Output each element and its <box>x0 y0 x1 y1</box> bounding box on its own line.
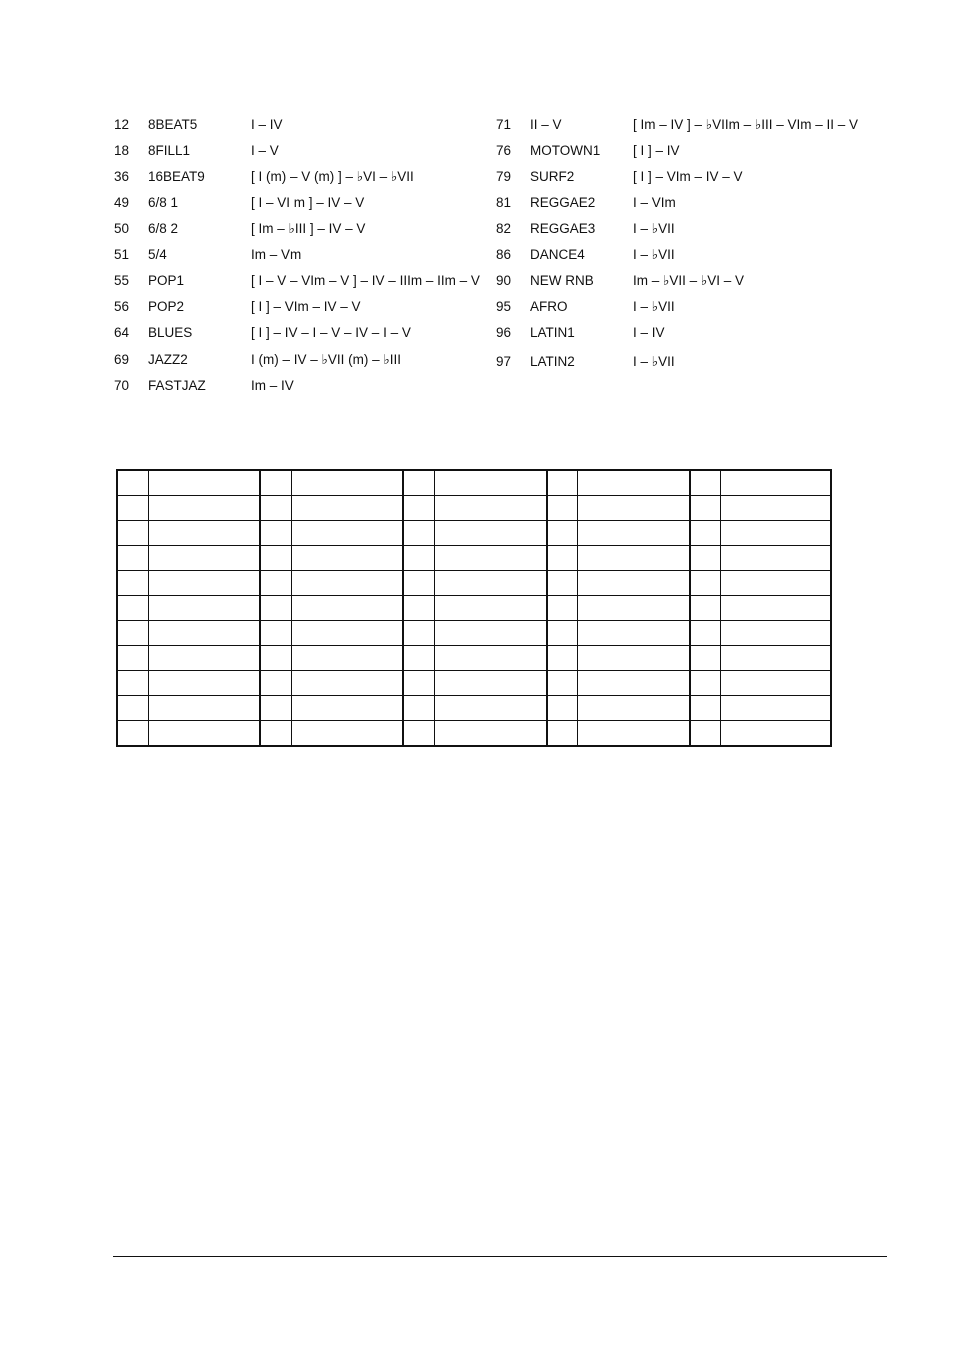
style-number: 96 <box>496 325 512 340</box>
number-cell <box>117 496 148 521</box>
table-row <box>117 596 831 621</box>
chord-style-entry <box>114 193 494 213</box>
style-number: 90 <box>496 273 512 288</box>
number-cell <box>117 521 148 546</box>
number-cell <box>547 596 578 621</box>
chord-style-entry <box>114 115 494 135</box>
style-number: 49 <box>114 195 130 210</box>
chord-style-entry <box>114 297 494 317</box>
number-cell <box>117 470 148 496</box>
name-cell <box>291 546 403 571</box>
style-name: 6/8 2 <box>148 221 179 236</box>
style-name: LATIN2 <box>530 354 575 369</box>
chord-progression: Im – Vm <box>251 247 302 262</box>
table-row <box>117 571 831 596</box>
chord-progression: [ I – VI m ] – IV – V <box>251 195 365 210</box>
name-cell <box>291 696 403 721</box>
number-cell <box>260 496 291 521</box>
style-name: MOTOWN1 <box>530 143 601 158</box>
number-cell <box>260 646 291 671</box>
name-cell <box>291 571 403 596</box>
name-cell <box>434 621 546 646</box>
name-cell <box>721 621 831 646</box>
number-cell <box>403 496 434 521</box>
number-cell <box>117 546 148 571</box>
chord-style-entry <box>114 219 494 239</box>
chord-progression: Im – IV <box>251 378 294 393</box>
number-cell <box>403 696 434 721</box>
style-name: POP1 <box>148 273 185 288</box>
style-name: LATIN1 <box>530 325 575 340</box>
number-cell <box>690 521 721 546</box>
style-number: 51 <box>114 247 130 262</box>
name-cell <box>148 721 260 747</box>
number-cell <box>117 671 148 696</box>
chord-progression: I (m) – IV – ♭VII (m) – ♭III <box>251 352 402 367</box>
name-cell <box>148 546 260 571</box>
name-cell <box>148 496 260 521</box>
chord-style-entry <box>496 352 876 372</box>
name-cell <box>721 721 831 747</box>
number-cell <box>690 671 721 696</box>
name-cell <box>578 571 690 596</box>
chord-style-entry <box>114 350 494 370</box>
name-cell <box>148 621 260 646</box>
table-row <box>117 470 831 496</box>
number-cell <box>690 621 721 646</box>
number-cell <box>260 621 291 646</box>
style-name: REGGAE3 <box>530 221 596 236</box>
style-name: POP2 <box>148 299 185 314</box>
name-cell <box>434 596 546 621</box>
number-cell <box>547 671 578 696</box>
style-number: 76 <box>496 143 512 158</box>
number-cell <box>403 521 434 546</box>
name-cell <box>291 671 403 696</box>
chord-progression: I – ♭VII <box>633 354 675 369</box>
name-cell <box>578 546 690 571</box>
chord-style-entry <box>114 271 494 291</box>
number-cell <box>690 646 721 671</box>
chord-progression: I – ♭VII <box>633 221 675 236</box>
style-name: 8BEAT5 <box>148 117 198 132</box>
style-name: AFRO <box>530 299 568 314</box>
chord-progression: I – ♭VII <box>633 247 675 262</box>
number-cell <box>690 470 721 496</box>
chord-style-entry <box>496 245 876 265</box>
style-name: NEW RNB <box>530 273 594 288</box>
chord-progression: [ I (m) – V (m) ] – ♭VI – ♭VII <box>251 169 414 184</box>
chord-style-entry <box>496 167 876 187</box>
chord-progression: I – ♭VII <box>633 299 675 314</box>
number-cell <box>690 696 721 721</box>
style-number: 64 <box>114 325 130 340</box>
number-cell <box>690 546 721 571</box>
number-cell <box>690 596 721 621</box>
style-number: 36 <box>114 169 130 184</box>
name-cell <box>434 646 546 671</box>
chord-progression: [ I ] – VIm – IV – V <box>251 299 361 314</box>
name-cell <box>291 621 403 646</box>
style-number: 79 <box>496 169 512 184</box>
name-cell <box>434 721 546 747</box>
number-cell <box>403 721 434 747</box>
name-cell <box>578 621 690 646</box>
name-cell <box>721 521 831 546</box>
style-number: 97 <box>496 354 512 369</box>
table-row <box>117 521 831 546</box>
style-number: 18 <box>114 143 130 158</box>
style-number: 95 <box>496 299 512 314</box>
number-cell <box>547 546 578 571</box>
style-name: 16BEAT9 <box>148 169 205 184</box>
number-cell <box>547 646 578 671</box>
chord-progression: I – IV <box>633 325 665 340</box>
number-cell <box>690 496 721 521</box>
number-cell <box>260 721 291 747</box>
chord-progression: I – VIm <box>633 195 676 210</box>
chord-style-entry <box>114 323 494 343</box>
name-cell <box>578 671 690 696</box>
name-cell <box>148 596 260 621</box>
style-name: DANCE4 <box>530 247 585 262</box>
style-number: 70 <box>114 378 130 393</box>
chord-style-entry <box>496 193 876 213</box>
number-cell <box>403 596 434 621</box>
chord-style-entry <box>496 115 876 135</box>
number-cell <box>403 546 434 571</box>
name-cell <box>721 496 831 521</box>
name-cell <box>148 646 260 671</box>
chord-progression: [ Im – ♭III ] – IV – V <box>251 221 366 236</box>
style-number: 50 <box>114 221 130 236</box>
style-number: 71 <box>496 117 512 132</box>
name-cell <box>578 521 690 546</box>
chord-style-entry <box>114 245 494 265</box>
table-row <box>117 671 831 696</box>
number-cell <box>117 596 148 621</box>
name-cell <box>578 470 690 496</box>
name-cell <box>578 646 690 671</box>
name-cell <box>434 521 546 546</box>
name-cell <box>434 470 546 496</box>
name-cell <box>721 571 831 596</box>
name-cell <box>434 496 546 521</box>
blank-voice-table <box>116 469 832 747</box>
number-cell <box>547 496 578 521</box>
name-cell <box>434 671 546 696</box>
style-number: 81 <box>496 195 512 210</box>
name-cell <box>291 521 403 546</box>
name-cell <box>291 470 403 496</box>
name-cell <box>291 596 403 621</box>
name-cell <box>148 521 260 546</box>
name-cell <box>721 696 831 721</box>
name-cell <box>721 546 831 571</box>
number-cell <box>260 596 291 621</box>
chord-style-entry <box>114 141 494 161</box>
number-cell <box>117 571 148 596</box>
style-name: REGGAE2 <box>530 195 596 210</box>
chord-style-entry <box>114 376 494 396</box>
style-number: 55 <box>114 273 130 288</box>
chord-progression: [ I ] – VIm – IV – V <box>633 169 743 184</box>
number-cell <box>403 671 434 696</box>
chord-progression: [ I ] – IV <box>633 143 680 158</box>
style-number: 86 <box>496 247 512 262</box>
style-name: BLUES <box>148 325 193 340</box>
table-row <box>117 646 831 671</box>
name-cell <box>148 571 260 596</box>
table-row <box>117 496 831 521</box>
number-cell <box>403 621 434 646</box>
chord-style-entry <box>114 167 494 187</box>
name-cell <box>721 596 831 621</box>
number-cell <box>547 521 578 546</box>
style-number: 82 <box>496 221 512 236</box>
number-cell <box>117 646 148 671</box>
number-cell <box>403 646 434 671</box>
name-cell <box>721 646 831 671</box>
name-cell <box>148 470 260 496</box>
name-cell <box>578 596 690 621</box>
name-cell <box>578 696 690 721</box>
style-name: FASTJAZ <box>148 378 206 393</box>
number-cell <box>547 721 578 747</box>
name-cell <box>291 721 403 747</box>
chord-progression: I – IV <box>251 117 283 132</box>
name-cell <box>291 646 403 671</box>
style-name: II – V <box>530 117 562 132</box>
name-cell <box>434 571 546 596</box>
style-name: 5/4 <box>148 247 167 262</box>
name-cell <box>721 671 831 696</box>
chord-progression: [ I ] – IV – I – V – IV – I – V <box>251 325 411 340</box>
name-cell <box>578 721 690 747</box>
name-cell <box>721 470 831 496</box>
number-cell <box>260 671 291 696</box>
number-cell <box>547 621 578 646</box>
chord-progression: I – V <box>251 143 279 158</box>
name-cell <box>434 696 546 721</box>
chord-progression: Im – ♭VII – ♭VI – V <box>633 273 745 288</box>
table-row <box>117 621 831 646</box>
chord-style-entry <box>496 271 876 291</box>
name-cell <box>291 496 403 521</box>
name-cell <box>434 546 546 571</box>
style-name: 8FILL1 <box>148 143 191 158</box>
number-cell <box>690 571 721 596</box>
style-number: 56 <box>114 299 130 314</box>
number-cell <box>260 696 291 721</box>
table-row <box>117 721 831 747</box>
footer-divider <box>113 1256 887 1257</box>
number-cell <box>547 696 578 721</box>
number-cell <box>260 521 291 546</box>
style-number: 69 <box>114 352 130 367</box>
name-cell <box>148 696 260 721</box>
number-cell <box>403 571 434 596</box>
number-cell <box>260 470 291 496</box>
name-cell <box>148 671 260 696</box>
chord-style-entry <box>496 141 876 161</box>
number-cell <box>547 571 578 596</box>
style-name: 6/8 1 <box>148 195 179 210</box>
number-cell <box>117 621 148 646</box>
chord-style-entry <box>496 323 876 343</box>
table-row <box>117 546 831 571</box>
number-cell <box>117 721 148 747</box>
number-cell <box>547 470 578 496</box>
chord-progression: [ I – V – VIm – V ] – IV – IIIm – IIm – V <box>251 273 480 288</box>
chord-style-entry <box>496 297 876 317</box>
style-name: SURF2 <box>530 169 575 184</box>
table-row <box>117 696 831 721</box>
chord-progression: [ Im – IV ] – ♭VIIm – ♭III – VIm – II – V <box>633 117 859 132</box>
style-name: JAZZ2 <box>148 352 188 367</box>
style-number: 12 <box>114 117 130 132</box>
number-cell <box>260 546 291 571</box>
number-cell <box>260 571 291 596</box>
number-cell <box>117 696 148 721</box>
number-cell <box>403 470 434 496</box>
name-cell <box>578 496 690 521</box>
number-cell <box>690 721 721 747</box>
chord-style-entry <box>496 219 876 239</box>
